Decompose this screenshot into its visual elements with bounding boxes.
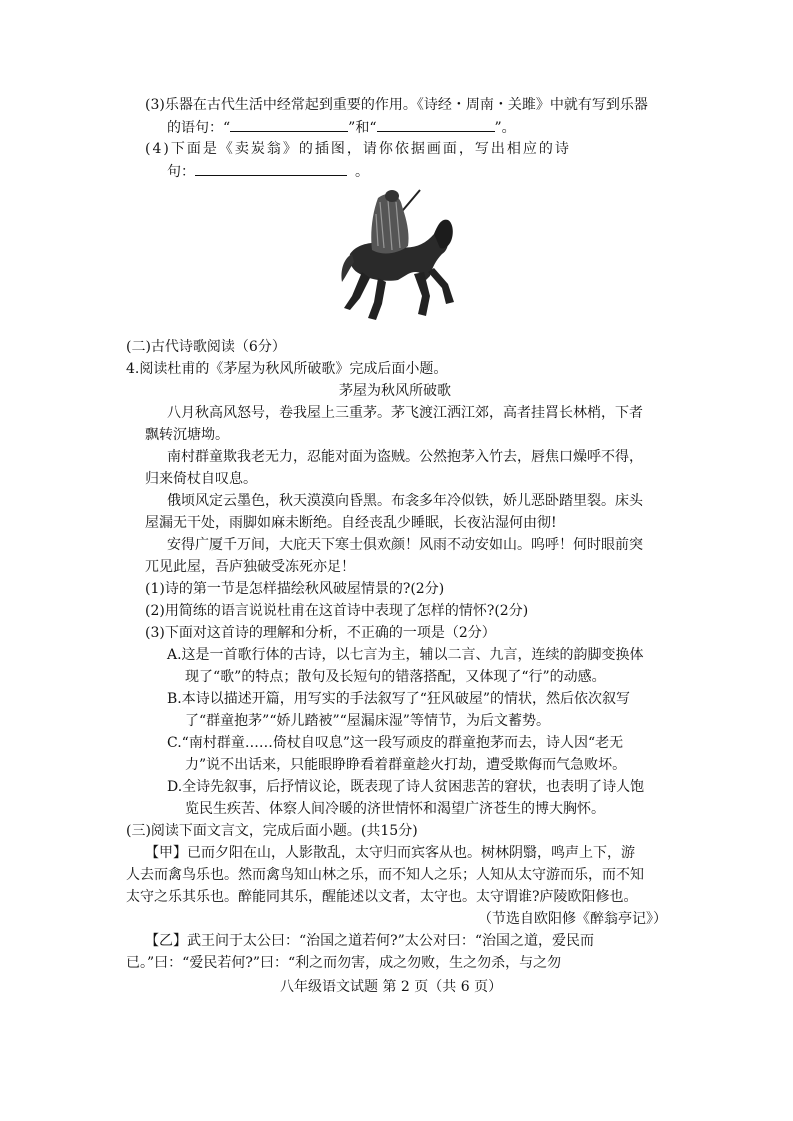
q4-line1: (4)下面是《卖炭翁》的插图，请你依据画面，写出相应的诗 [145,141,571,157]
q4-line2-prefix: 句： [167,164,195,180]
option-a: A.这是一首歌行体的古诗，以七言为主，辅以二言、九言，连续的韵脚变换体 [167,647,644,663]
option-a-cont: 现了“歌”的特点；散句及长短句的错落搭配，又体现了“行”的动感。 [185,669,606,685]
option-d: D.全诗先叙事，后抒情议论，既表现了诗人贫困悲苦的窘状，也表明了诗人饱 [167,779,645,795]
question-1: (1)诗的第一节是怎样描绘秋风破屋情景的?(2分) [145,581,445,597]
q3-line2 [167,117,516,138]
poem-line: 俄顷风定云墨色，秋天漠漠向昏黑。布衾多年冷似铁，娇儿恶卧踏里裂。床头 [167,493,643,509]
poem-line: 安得广厦千万间，大庇天下寒士俱欢颜！风雨不动安如山。呜呼！何时眼前突 [167,537,643,553]
answer-blank-3[interactable] [195,161,347,176]
rider-illustration [338,184,460,330]
passage-jia: 人去而禽鸟乐也。然而禽鸟知山林之乐，而不知人之乐；人知从太守游而乐，而不知 [126,867,644,883]
passage-yi: 【乙】武王问于太公曰：“治国之道若何?”太公对曰：“治国之道，爱民而 [145,933,594,949]
q4-line2-end: 。 [355,164,369,180]
section2-intro: 4.阅读杜甫的《茅屋为秋风所破歌》完成后面小题。 [126,361,448,377]
passage-jia: 【甲】已而夕阳在山，人影散乱，太守归而宾客从也。树林阴翳，鸣声上下，游 [145,845,635,861]
section3-heading: (三)阅读下面文言文，完成后面小题。(共15分) [126,823,418,839]
option-d-cont: 览民生疾苦、体察人间冷暖的济世情怀和渴望广济苍生的博大胸怀。 [185,801,605,817]
poem-line: 南村群童欺我老无力，忍能对面为盗贼。公然抱茅入竹去，唇焦口燥呼不得， [167,449,643,465]
option-b-cont: 了“群童抱茅”“娇儿踏被”“屋漏床湿”等情节，为后文蓄势。 [185,713,550,729]
passage-source: （节选自欧阳修《醉翁亭记》） [478,911,667,927]
passage-jia: 太守之乐其乐也。醉能同其乐，醒能述以文者，太守也。太守谓谁?庐陵欧阳修也。 [126,889,638,905]
q3-line2-prefix: 的语句：“ [167,120,231,136]
poem-line: 归来倚杖自叹息。 [145,471,257,487]
q3-line2-mid: ”和“ [348,120,377,136]
poem-line: 屋漏无干处，雨脚如麻未断绝。自经丧乱少睡眠，长夜沾湿何由彻! [145,515,557,531]
q4-line2 [167,161,369,182]
option-c-cont: 力”说不出话来，只能眼睁睁看着群童趁火打劫，遭受欺侮而气急败坏。 [185,757,627,773]
answer-blank-2[interactable] [377,117,495,132]
page-footer: 八年级语文试题 第 2 页（共 6 页） [280,979,503,995]
passage-yi: 已。”曰：“爱民若何?”曰：“利之而勿害，成之勿败，生之勿杀，与之勿 [126,955,562,971]
poem-line: 兀见此屋，吾庐独破受冻死亦足！ [145,559,355,575]
option-c: C.“南村群童……倚杖自叹息”这一段写顽皮的群童抱茅而去，诗人因“老无 [167,735,624,751]
option-b: B.本诗以描述开篇，用写实的手法叙写了“狂风破屋”的情状，然后依次叙写 [167,691,631,707]
q3-line1: (3)乐器在古代生活中经常起到重要的作用。《诗经・周南・关雎》中就有写到乐器 [145,97,648,113]
section2-heading: (二)古代诗歌阅读（6分） [126,339,286,355]
question-3: (3)下面对这首诗的理解和分析，不正确的一项是（2分） [145,625,496,641]
q3-line2-end: ”。 [494,120,516,136]
answer-blank-1[interactable] [230,117,348,132]
question-2: (2)用简练的语言说说杜甫在这首诗中表现了怎样的情怀?(2分) [145,603,529,619]
poem-line: 八月秋高风怒号，卷我屋上三重茅。茅飞渡江洒江郊，高者挂罥长林梢，下者 [167,405,643,421]
poem-line: 飘转沉塘坳。 [145,427,229,443]
poem-title: 茅屋为秋风所破歌 [339,383,451,399]
